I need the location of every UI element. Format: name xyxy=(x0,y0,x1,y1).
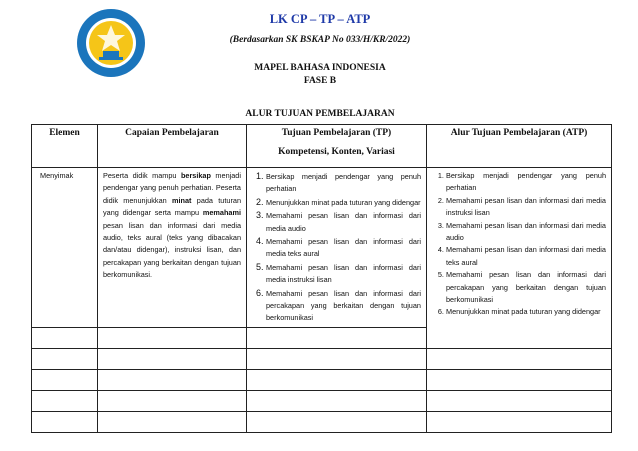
atp-item: 5. Memahami pesan lisan dan informasi dari percakapan yang berkaitan dengan tujuan berkomunikasi xyxy=(446,269,606,306)
table-row xyxy=(32,168,612,328)
header-tp xyxy=(247,125,427,168)
tp-item: 5. Memahami pesan lisan dan informasi dari media instruksi lisan xyxy=(266,261,421,287)
document-title: LK CP – TP – ATP xyxy=(269,12,371,26)
empty-row xyxy=(32,411,612,432)
tp-item: 4. Memahami pesan lisan dan informasi dari media teks aural xyxy=(266,235,421,261)
tp-item: 3. Memahami pesan lisan dan informasi dari media audio xyxy=(266,209,421,235)
atp-item: 6. Menunjukkan minat pada tuturan yang didengar xyxy=(446,306,606,318)
subject-label: MAPEL BAHASA INDONESIA xyxy=(254,63,386,73)
atp-item: 3. Memahami pesan lisan dan informasi dari media audio xyxy=(446,220,606,245)
document-subtitle: (Berdasarkan SK BSKAP No 033/H/KR/2022) xyxy=(229,35,411,45)
tp-item: 6. Memahami pesan lisan dan informasi dari percakapan yang berkaitan dengan tujuan berkomunikasi xyxy=(266,287,421,325)
atp-item: 2. Memahami pesan lisan dan informasi dari media instruksi lisan xyxy=(446,195,606,220)
atp-item: 1. Bersikap menjadi pendengar yang penuh perhatian xyxy=(446,170,606,195)
header-elemen: Elemen xyxy=(32,125,98,168)
header-cp: Capaian Pembelajaran xyxy=(98,125,247,168)
header-tp-line2: Kompetensi, Konten, Variasi xyxy=(278,147,395,157)
atp-table xyxy=(31,124,612,433)
tut-wuri-handayani-logo xyxy=(75,7,147,79)
section-title: ALUR TUJUAN PEMBELAJARAN xyxy=(245,109,395,119)
empty-row xyxy=(32,369,612,390)
header-tp-line1: Tujuan Pembelajaran (TP) xyxy=(281,128,392,138)
tp-item: 2. Menunjukkan minat pada tuturan yang didengar xyxy=(266,196,421,209)
cell-elemen: Menyimak xyxy=(32,168,98,328)
phase-label: FASE B xyxy=(303,76,337,86)
table-header-row xyxy=(32,125,612,168)
header-atp: Alur Tujuan Pembelajaran (ATP) xyxy=(427,125,612,168)
atp-item: 4. Memahami pesan lisan dan informasi dari media teks aural xyxy=(446,244,606,269)
cell-atp xyxy=(427,168,612,349)
cell-cp: Peserta didik mampu bersikap menjadi pendengar yang penuh perhatian. Peserta didik menunjukkan minat pada tuturan yang didengar serta mampu memahami pesan lisan dan informasi dari media audio, teks aural (teks yang dibacakan dan/atau didengar), instruksi lisan, dan percakapan yang berkaitan dengan tujuan berkomunikasi. xyxy=(98,168,247,328)
empty-row xyxy=(32,348,612,369)
empty-row xyxy=(32,390,612,411)
cell-tp xyxy=(247,168,427,328)
tp-item: 1. Bersikap menjadi pendengar yang penuh perhatian xyxy=(266,170,421,196)
